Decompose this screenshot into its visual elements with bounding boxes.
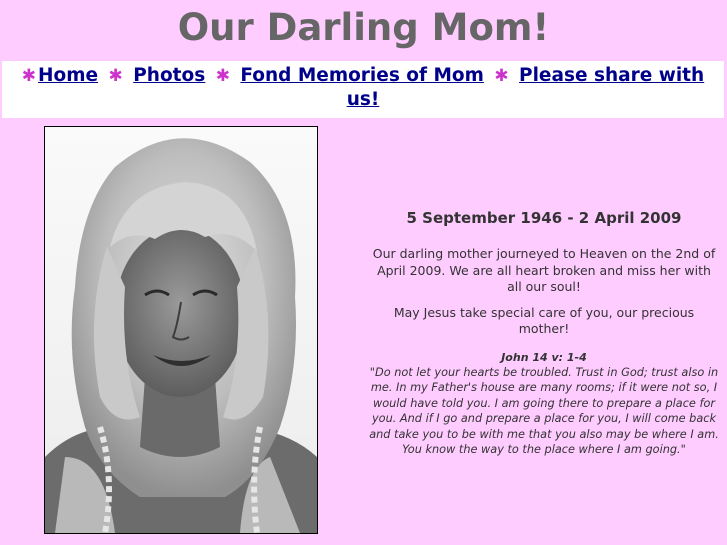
asterisk-icon: ✱ xyxy=(215,66,230,86)
mom-portrait-photo xyxy=(44,126,318,534)
nav-link-photos[interactable]: Photos xyxy=(133,65,206,86)
tribute-paragraph-1: Our darling mother journeyed to Heaven on the 2nd of April 2009. We are all heart broken and miss her with all our soul! xyxy=(372,246,716,294)
asterisk-icon: ✱ xyxy=(494,66,509,86)
nav-bar xyxy=(2,61,724,118)
verse-reference: John 14 v: 1-4 xyxy=(501,350,587,364)
tribute-paragraph-2: May Jesus take special care of you, our precious mother! xyxy=(393,304,695,336)
life-dates: 5 September 1946 - 2 April 2009 xyxy=(406,209,682,227)
verse-text: "Do not let your hearts be troubled. Trust in God; trust also in me. In my Father's house are many rooms; if it were not so, I would have told you. I am going there to prepare a place for you. And if I go and prepare a place for you, I will come back and take you to be with me that you also may be where I am. You know the way to the place where I am going." xyxy=(369,365,719,456)
tribute-content xyxy=(368,207,720,458)
nav-link-fond-memories[interactable]: Fond Memories of Mom xyxy=(240,65,484,86)
portrait-image xyxy=(45,127,317,533)
asterisk-icon: ✱ xyxy=(21,66,37,86)
nav-link-home[interactable]: Home xyxy=(38,65,99,86)
site-title: Our Darling Mom! xyxy=(177,6,550,49)
nav-link-please-share[interactable]: Please share with us! xyxy=(346,65,705,110)
asterisk-icon: ✱ xyxy=(108,66,123,86)
